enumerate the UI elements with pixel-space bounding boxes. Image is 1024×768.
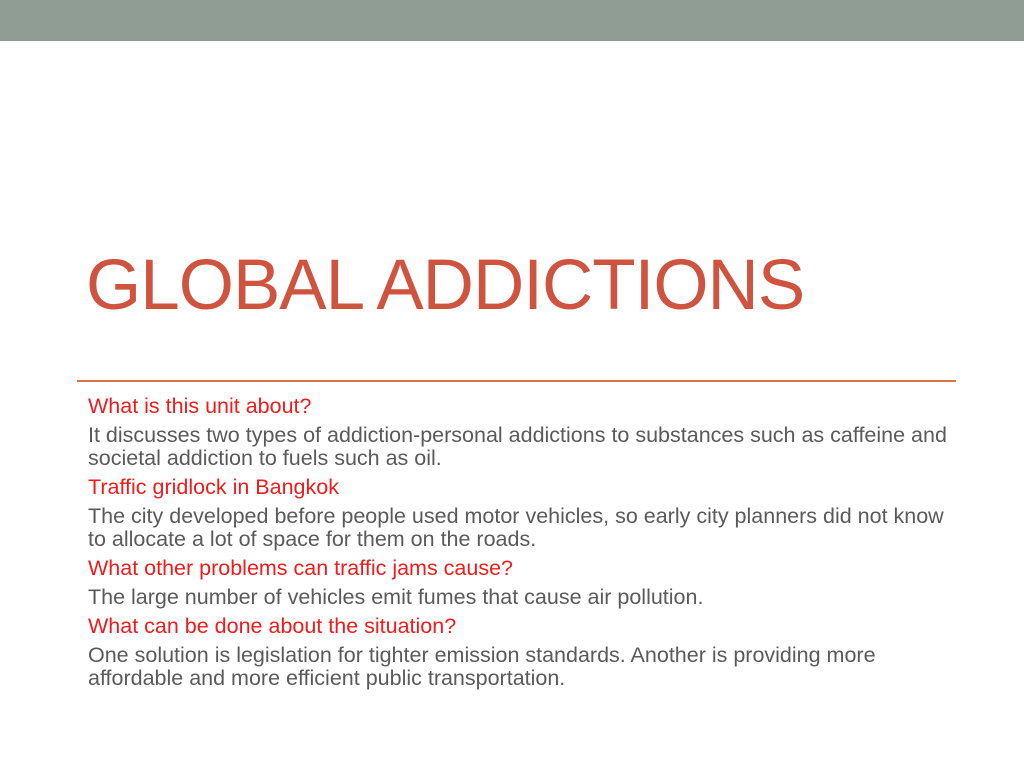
question-text: Traffic gridlock in Bangkok <box>88 475 339 499</box>
slide-body <box>88 395 948 696</box>
question-text: What other problems can traffic jams cause? <box>88 556 514 580</box>
question-text: What can be done about the situation? <box>88 614 457 638</box>
slide-title: GLOBAL ADDICTIONS <box>86 246 805 325</box>
answer-text: The city developed before people used motor vehicles, so early city planners did not know to allocate a lot of space for them on the roads. <box>88 504 944 551</box>
title-divider <box>77 380 956 382</box>
answer-text: One solution is legislation for tighter emission standards. Another is providing more affordable and more efficient public transportation. <box>88 643 876 690</box>
question-text: What is this unit about? <box>88 394 312 418</box>
answer-text: It discusses two types of addiction-personal addictions to substances such as caffeine and societal addiction to fuels such as oil. <box>88 423 947 470</box>
top-accent-bar <box>0 0 1024 41</box>
answer-text: The large number of vehicles emit fumes that cause air pollution. <box>88 585 704 609</box>
